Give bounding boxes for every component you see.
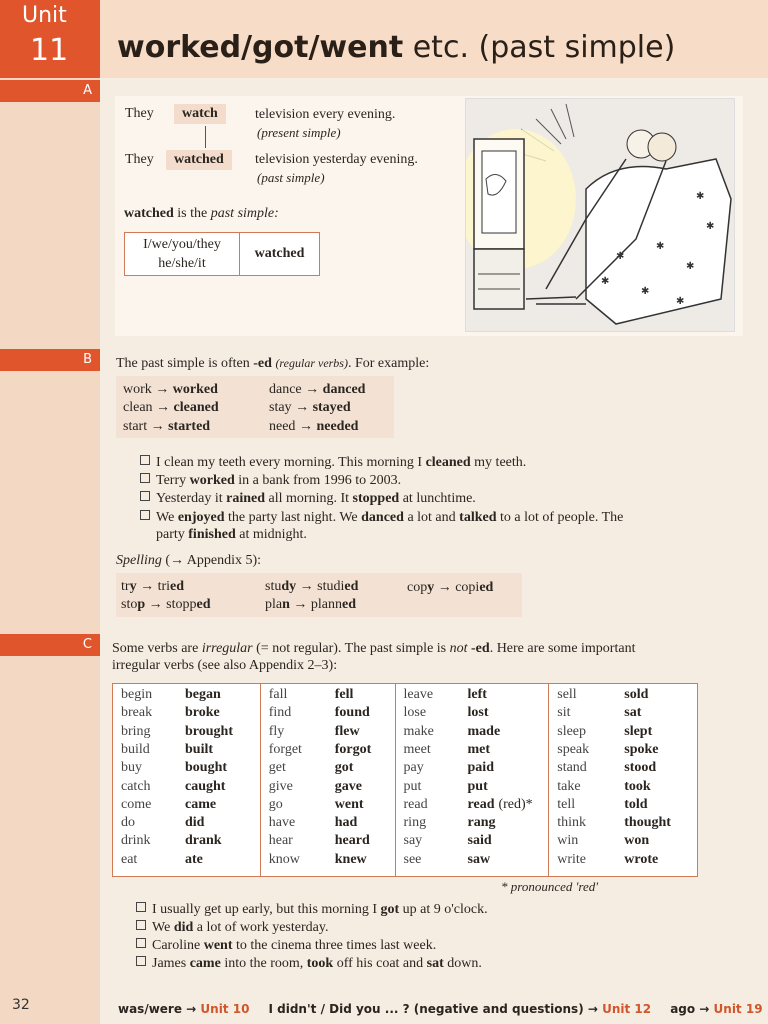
example-verb: got xyxy=(380,902,400,917)
note-1: (present simple) xyxy=(257,125,341,140)
verb-row xyxy=(269,724,360,740)
verb-row xyxy=(404,852,491,868)
page-number: 32 xyxy=(12,997,30,1013)
base-form: read xyxy=(403,796,428,812)
verb-row xyxy=(121,815,204,831)
verb-pair: dance → danced xyxy=(269,382,366,397)
base-form: begin xyxy=(121,687,153,702)
past-form: gave xyxy=(334,778,362,794)
stem: tri xyxy=(157,579,171,594)
checkbox-bullet xyxy=(140,491,150,501)
verb-row xyxy=(121,705,220,721)
past-form: paid xyxy=(467,760,494,776)
verb-row xyxy=(404,779,488,795)
pronunciation-note: (red)* xyxy=(498,796,533,812)
example-text: party xyxy=(156,527,189,542)
connector-line xyxy=(205,126,206,148)
past-form: broke xyxy=(185,705,220,721)
svg-text:✱: ✱ xyxy=(676,296,685,307)
link-text: was/were → xyxy=(118,1002,201,1016)
link-text: ago → xyxy=(670,1002,714,1016)
example-sentence xyxy=(136,920,328,936)
verb-row xyxy=(269,815,358,831)
svg-text:✱: ✱ xyxy=(601,276,610,287)
example-text: my teeth. xyxy=(470,455,527,470)
past-form: said xyxy=(467,833,492,849)
example-verb: worked xyxy=(189,473,235,488)
verb-row xyxy=(557,797,647,813)
verb-row xyxy=(121,797,216,813)
link-ref: Unit 19 xyxy=(713,1002,763,1016)
verb-row xyxy=(404,797,533,813)
ending: ed xyxy=(170,579,185,594)
past-form: came xyxy=(185,796,217,812)
past-form: got xyxy=(334,760,354,776)
ending: ed xyxy=(344,579,359,594)
verb-row xyxy=(404,760,494,776)
example-verb: finished xyxy=(188,527,236,542)
verb-row xyxy=(557,687,648,703)
base-form: have xyxy=(268,815,296,831)
example-continuation xyxy=(156,527,307,543)
past-verb: danced xyxy=(322,382,366,397)
spelling-pair xyxy=(121,597,210,613)
stem: stu xyxy=(265,579,282,594)
stem: copi xyxy=(455,580,480,595)
pronoun-1: They xyxy=(125,106,154,121)
example-verb: rained xyxy=(226,491,266,506)
base-form: leave xyxy=(403,687,434,702)
svg-text:✱: ✱ xyxy=(656,241,665,252)
base-form: know xyxy=(268,851,300,867)
base-form: drink xyxy=(121,833,151,849)
pronunciation-footnote: * pronounced 'red' xyxy=(501,879,599,894)
past-form: caught xyxy=(185,778,226,794)
caption-mid: is the xyxy=(173,206,211,221)
past-form: bought xyxy=(185,760,228,776)
checkbox-bullet xyxy=(136,938,146,948)
example-text: the party last night. We xyxy=(224,510,362,525)
footer-links xyxy=(118,1002,763,1016)
verb-row xyxy=(269,687,354,703)
checkbox-bullet xyxy=(136,902,146,912)
c-intro-text: . Here are some important xyxy=(489,641,636,656)
spelling-label: Spelling xyxy=(116,553,162,568)
base-form: stand xyxy=(557,760,587,776)
base-form: build xyxy=(121,741,150,757)
base-form: hear xyxy=(268,833,293,849)
past-verb: worked xyxy=(172,382,218,397)
link-ref: Unit 10 xyxy=(200,1002,250,1016)
past-form: forgot xyxy=(334,741,372,757)
verb-row xyxy=(121,742,213,758)
arrow: → xyxy=(148,597,163,612)
base-verb: dance xyxy=(269,382,302,397)
base-form: take xyxy=(557,778,581,794)
checkbox-bullet xyxy=(140,473,150,483)
past-verb: started xyxy=(168,419,211,434)
stem: stopp xyxy=(166,597,197,612)
svg-text:✱: ✱ xyxy=(696,191,705,202)
spelling-pair xyxy=(265,597,356,613)
base-form: meet xyxy=(403,741,431,757)
tv-watching-illustration xyxy=(465,98,735,332)
base-form: win xyxy=(557,833,579,849)
section-a-marker xyxy=(0,80,100,102)
section-c-letter: C xyxy=(82,637,92,652)
checkbox-bullet xyxy=(136,956,146,966)
base-form: eat xyxy=(121,851,138,867)
base-form: get xyxy=(268,760,286,776)
spelling-heading xyxy=(116,553,261,569)
b-intro-ed: -ed xyxy=(253,356,272,371)
base-verb: stay xyxy=(269,400,292,415)
sentence-1: television every evening. xyxy=(255,107,396,122)
ending: n xyxy=(282,597,290,612)
past-form: won xyxy=(624,833,650,849)
example-sentence xyxy=(136,902,488,918)
arrow: → xyxy=(299,579,314,594)
verb-column xyxy=(396,684,550,876)
example-verb: danced xyxy=(361,510,404,525)
past-form: made xyxy=(467,723,501,739)
past-form: sold xyxy=(624,687,649,702)
verb-pair: stay → stayed xyxy=(269,400,351,415)
example-text: Yesterday it xyxy=(156,491,227,506)
b-intro-text: The past simple is often xyxy=(116,356,254,371)
stem: sto xyxy=(121,597,138,612)
example-text: to a lot of people. The xyxy=(496,510,624,525)
checkbox-bullet xyxy=(140,510,150,520)
verb-row xyxy=(404,815,496,831)
caption-bold: watched xyxy=(124,206,174,221)
example-verb: enjoyed xyxy=(177,510,225,525)
verb-row xyxy=(404,687,487,703)
illustration-drawing xyxy=(466,99,734,331)
past-form: stood xyxy=(624,760,657,776)
example-text: down. xyxy=(443,956,482,971)
verb-row xyxy=(269,852,367,868)
stem: pla xyxy=(265,597,283,612)
verb-row xyxy=(557,760,656,776)
base-form: bring xyxy=(121,723,151,739)
arrow: → xyxy=(437,580,452,595)
past-form: brought xyxy=(185,723,233,739)
base-form: come xyxy=(121,796,152,812)
base-form: think xyxy=(557,815,587,831)
example-sentence xyxy=(136,938,436,954)
base-form: find xyxy=(268,705,292,721)
stem: studi xyxy=(317,579,345,594)
past-verb: cleaned xyxy=(173,400,219,415)
section-c-intro xyxy=(112,641,635,657)
spelling-pair xyxy=(121,579,184,595)
spelling-pair xyxy=(265,579,358,595)
c-intro-ed: -ed xyxy=(471,641,490,656)
base-form: buy xyxy=(121,760,142,776)
example-verb: stopped xyxy=(352,491,400,506)
title-bold: worked/got/went xyxy=(117,30,404,65)
past-verb: needed xyxy=(316,419,359,434)
verb-row xyxy=(121,760,227,776)
ending: y xyxy=(129,579,137,594)
example-text: I usually get up early, but this morning I xyxy=(152,902,381,917)
verb-column xyxy=(261,684,396,876)
spelling-reference: (→ Appendix 5): xyxy=(161,553,262,568)
example-verb: sat xyxy=(426,956,444,971)
past-form: had xyxy=(334,815,358,831)
example-verb: did xyxy=(173,920,194,935)
verb-row xyxy=(121,724,233,740)
section-a-letter: A xyxy=(83,83,92,98)
base-form: give xyxy=(268,778,293,794)
unit-label: Unit xyxy=(22,3,67,28)
example-text: a lot and xyxy=(403,510,460,525)
caption-italic: past simple: xyxy=(210,206,279,221)
past-form: flew xyxy=(334,723,360,739)
svg-text:✱: ✱ xyxy=(706,221,715,232)
past-form: heard xyxy=(334,833,370,849)
example-text: up at 9 o'clock. xyxy=(399,902,488,917)
example-text: We xyxy=(152,920,174,935)
example-verb: came xyxy=(189,956,221,971)
example-sentence xyxy=(140,473,401,489)
ending: p xyxy=(137,597,146,612)
verb-pair: work → worked xyxy=(123,382,218,397)
verb-row xyxy=(557,833,649,849)
link-ref: Unit 12 xyxy=(602,1002,652,1016)
verb-row xyxy=(269,742,372,758)
past-form: read xyxy=(467,796,495,812)
verb-row xyxy=(404,705,489,721)
verb-pair: start → started xyxy=(123,419,211,434)
stem: tr xyxy=(121,579,130,594)
example-sentence xyxy=(136,956,482,972)
example-text: all morning. It xyxy=(265,491,353,506)
example-sentence xyxy=(140,510,623,526)
sentence-2: television yesterday evening. xyxy=(255,152,418,167)
past-form: went xyxy=(334,796,364,812)
verb-row xyxy=(404,742,491,758)
base-verb: work xyxy=(123,382,152,397)
past-form: sat xyxy=(624,705,642,721)
title-rest: etc. (past simple) xyxy=(403,30,676,65)
section-b-marker xyxy=(0,349,100,371)
base-verb: clean xyxy=(123,400,153,415)
example-text: at midnight. xyxy=(235,527,307,542)
ending: dy xyxy=(281,579,297,594)
verb-row xyxy=(121,852,203,868)
verb-column xyxy=(549,684,697,876)
c-intro-text: (= not regular). The past simple is xyxy=(252,641,450,656)
base-form: fly xyxy=(268,723,285,739)
base-form: do xyxy=(121,815,135,831)
past-form: began xyxy=(185,687,221,702)
past-form: left xyxy=(467,687,487,702)
base-form: fall xyxy=(268,687,288,702)
example-verb: went xyxy=(203,938,233,953)
checkbox-bullet xyxy=(140,455,150,465)
past-simple-caption xyxy=(124,206,279,222)
base-form: sleep xyxy=(557,723,587,739)
base-verb: start xyxy=(123,419,148,434)
verb-row xyxy=(404,724,501,740)
verb-row xyxy=(557,779,650,795)
b-intro-end: . For example: xyxy=(347,356,430,371)
example-sentence xyxy=(140,455,526,471)
base-form: catch xyxy=(121,778,151,794)
unit-number: 11 xyxy=(30,33,69,68)
example-text: in a bank from 1996 to 2003. xyxy=(234,473,402,488)
svg-text:✱: ✱ xyxy=(686,261,695,272)
past-form: built xyxy=(185,741,214,757)
verb-cell: watched xyxy=(254,246,305,261)
verb-row xyxy=(269,779,362,795)
past-form: met xyxy=(467,741,491,757)
base-form: sit xyxy=(557,705,571,721)
pronoun-2: They xyxy=(125,152,154,167)
arrow: → xyxy=(293,597,308,612)
past-form: lost xyxy=(467,705,489,721)
verb-row xyxy=(269,760,354,776)
base-form: ring xyxy=(403,815,427,831)
verb-pair: need → needed xyxy=(269,419,359,434)
svg-text:✱: ✱ xyxy=(641,286,650,297)
ending: ed xyxy=(196,597,211,612)
subject-plural: I/we/you/they xyxy=(143,237,221,252)
verb-row xyxy=(121,779,225,795)
base-form: sell xyxy=(557,687,577,702)
example-text: We xyxy=(156,510,178,525)
example-text: I clean my teeth every morning. This morning I xyxy=(156,455,426,470)
b-intro-regular: (regular verbs) xyxy=(275,356,348,370)
section-b-intro xyxy=(116,356,429,372)
base-form: pay xyxy=(403,760,424,776)
verb-row xyxy=(269,705,370,721)
verb-column xyxy=(113,684,261,876)
verb-row xyxy=(269,833,370,849)
link-text: I didn't / Did you ... ? (negative and questions) → xyxy=(268,1002,603,1016)
verb-pair: clean → cleaned xyxy=(123,400,219,415)
ending: y xyxy=(427,580,435,595)
verb-row xyxy=(121,833,222,849)
past-form: did xyxy=(185,815,205,831)
example-text: at lunchtime. xyxy=(399,491,476,506)
arrow: → xyxy=(140,579,155,594)
example-text: to the cinema three times last week. xyxy=(232,938,437,953)
verb-present: watch xyxy=(174,104,226,124)
example-text: a lot of work yesterday. xyxy=(193,920,329,935)
c-intro-text: Some verbs are xyxy=(112,641,202,656)
past-form: slept xyxy=(624,723,653,739)
example-text: off his coat and xyxy=(333,956,427,971)
link-unit-10[interactable] xyxy=(118,1002,249,1016)
past-form: saw xyxy=(467,851,491,867)
past-form: rang xyxy=(467,815,496,831)
past-form: drank xyxy=(185,833,222,849)
checkbox-bullet xyxy=(136,920,146,930)
link-unit-12[interactable] xyxy=(269,1002,652,1016)
past-form: spoke xyxy=(624,741,659,757)
base-form: write xyxy=(557,851,587,867)
example-text: James xyxy=(152,956,190,971)
base-form: speak xyxy=(557,741,590,757)
example-verb: talked xyxy=(459,510,497,525)
section-b-letter: B xyxy=(83,352,92,367)
c-intro-not: not xyxy=(449,641,468,656)
base-verb: need xyxy=(269,419,296,434)
past-verb: stayed xyxy=(312,400,351,415)
example-text: Caroline xyxy=(152,938,204,953)
example-sentence xyxy=(140,491,476,507)
example-text: Terry xyxy=(156,473,190,488)
verb-row xyxy=(404,833,492,849)
base-form: forget xyxy=(268,741,302,757)
svg-text:✱: ✱ xyxy=(616,251,625,262)
base-form: see xyxy=(403,851,422,867)
subject-singular: he/she/it xyxy=(158,256,206,271)
past-form: found xyxy=(334,705,370,721)
example-text: into the room, xyxy=(220,956,307,971)
verb-row xyxy=(557,815,671,831)
verb-row xyxy=(557,705,641,721)
past-form: put xyxy=(467,778,488,794)
page-title xyxy=(117,30,675,65)
subject-cell xyxy=(125,233,240,275)
past-form: thought xyxy=(624,815,671,831)
verb-row xyxy=(121,687,221,703)
section-c-intro-line2: irregular verbs (see also Appendix 2–3): xyxy=(112,658,338,673)
past-simple-table xyxy=(124,232,320,276)
left-margin xyxy=(0,0,100,1024)
past-form: told xyxy=(624,796,648,812)
link-unit-19[interactable] xyxy=(670,1002,762,1016)
past-form: ate xyxy=(185,851,203,867)
base-form: make xyxy=(403,723,434,739)
past-form: knew xyxy=(334,851,367,867)
irregular-verbs-table xyxy=(112,683,698,877)
section-c-marker xyxy=(0,634,100,656)
example-verb: cleaned xyxy=(425,455,471,470)
c-intro-irregular: irregular xyxy=(201,641,253,656)
unit-badge xyxy=(0,0,100,78)
example-verb: took xyxy=(306,956,334,971)
verb-row xyxy=(557,742,658,758)
past-form: took xyxy=(624,778,651,794)
base-form: tell xyxy=(557,796,576,812)
verb-past: watched xyxy=(166,150,232,170)
past-form: wrote xyxy=(624,851,659,867)
base-form: lose xyxy=(403,705,427,721)
ending: ed xyxy=(342,597,357,612)
verb-row xyxy=(269,797,364,813)
base-form: put xyxy=(403,778,422,794)
stem: cop xyxy=(407,580,428,595)
verb-row xyxy=(557,852,658,868)
base-form: break xyxy=(121,705,153,721)
base-form: go xyxy=(268,796,283,812)
ending: ed xyxy=(479,580,494,595)
past-form: fell xyxy=(334,687,354,702)
spelling-pair xyxy=(407,580,493,596)
base-form: say xyxy=(403,833,423,849)
stem: plann xyxy=(310,597,343,612)
note-2: (past simple) xyxy=(257,170,325,185)
verb-row xyxy=(557,724,652,740)
